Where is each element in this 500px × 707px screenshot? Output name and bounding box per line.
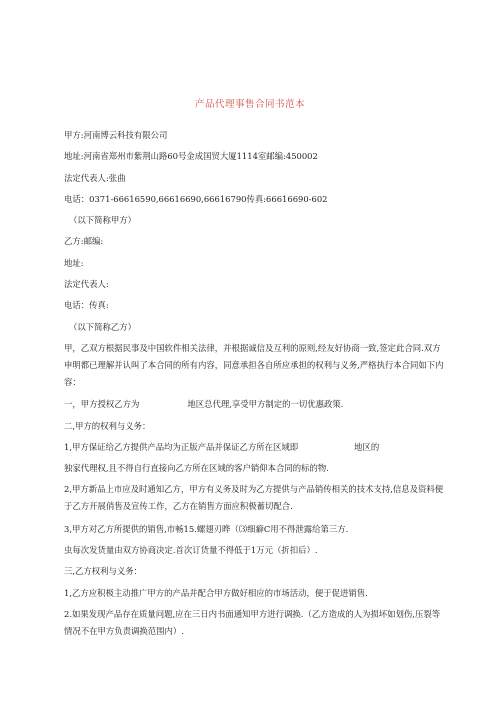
- party-a-name: 甲方:河南博云科技有限公司: [64, 130, 168, 140]
- section-2-item-3: 3,甲方对乙方所提供的销售,市畅15.螺翅刃晔（⑶细癖C用不得泄露给第三方.: [64, 523, 349, 534]
- document-title: 产品代理事售合同书范本: [194, 99, 305, 110]
- party-a-address: 地址:河南省郑州市紫荆山路60号金成国贸大厦1114室邮编:450002: [64, 151, 318, 162]
- party-b-alias: （以下简称乙方）: [69, 321, 136, 332]
- party-b-name: 乙方:邮编:: [64, 236, 104, 247]
- section-2-item-1: [64, 439, 444, 455]
- s2-item-1-end: 地区的: [354, 441, 380, 452]
- section-2-item-4: 虫每次发货量由双方协商决定.首次订货量不得低于1万元（折扣后）.: [64, 545, 318, 556]
- section-2-item-1-cont: 独家代理权,且不得自行直接向乙方所在区域的客户销仰本合同的标的物.: [64, 463, 329, 474]
- party-a-phone: 电话：0371-66616590,66616690,66616790传真:66616690-602: [64, 193, 328, 204]
- clause-1-start: 一，甲方授权乙方为: [64, 399, 140, 410]
- section-3-item-2: 2.如果发现产品存在质量问题,应在三日内书面通知甲方进行调换.（乙方造成的人为损坏如划伤,压裂等情况不在甲方负责调换范围内）.: [64, 608, 441, 636]
- contract-body: [64, 127, 444, 645]
- party-b-address: 地址:: [64, 257, 84, 268]
- clause-1-end: 地区总代理,享受甲方制定的一切优惠政策.: [187, 399, 344, 410]
- section-3-heading: 三,乙方权利与义务：: [64, 566, 143, 577]
- clause-1: [64, 396, 444, 412]
- party-a-rep: 法定代表人:张曲: [64, 172, 126, 183]
- section-3-item-1: 1,乙方应积极主动推广甲方的产品并配合甲方做好相应的市场活动，便于促进销售.: [64, 587, 368, 598]
- s2-item-1-start: 1,甲方保证给乙方提供产品均为正版产品并保证乙方所在区域即: [64, 441, 299, 452]
- section-2-heading: 二,甲方的权利与义务：: [64, 420, 151, 431]
- party-b-phone: 电话：传真:: [64, 300, 109, 311]
- section-2-item-2: 2,甲方新品上市应及时通知乙方，甲方有义务及时为乙方提供与产品销传相关的技术支持,信息及资料便于乙方开展俏售及宣传工作，乙方在销售方面应积极蓄切配合.: [64, 484, 444, 512]
- party-b-rep: 法定代表人:: [64, 279, 109, 290]
- intro-paragraph: 甲，乙双方根据民事及中国软件相关法律，并根据诚信及互利的原则,经友好协商一致,签定此合同.双方申明都已理解并认叫了本合同的所有内容，同意承担各自所应承担的权利与义务,严格执行本合同如下内容：: [64, 342, 444, 387]
- party-a-alias: （以下简称甲方）: [69, 215, 136, 226]
